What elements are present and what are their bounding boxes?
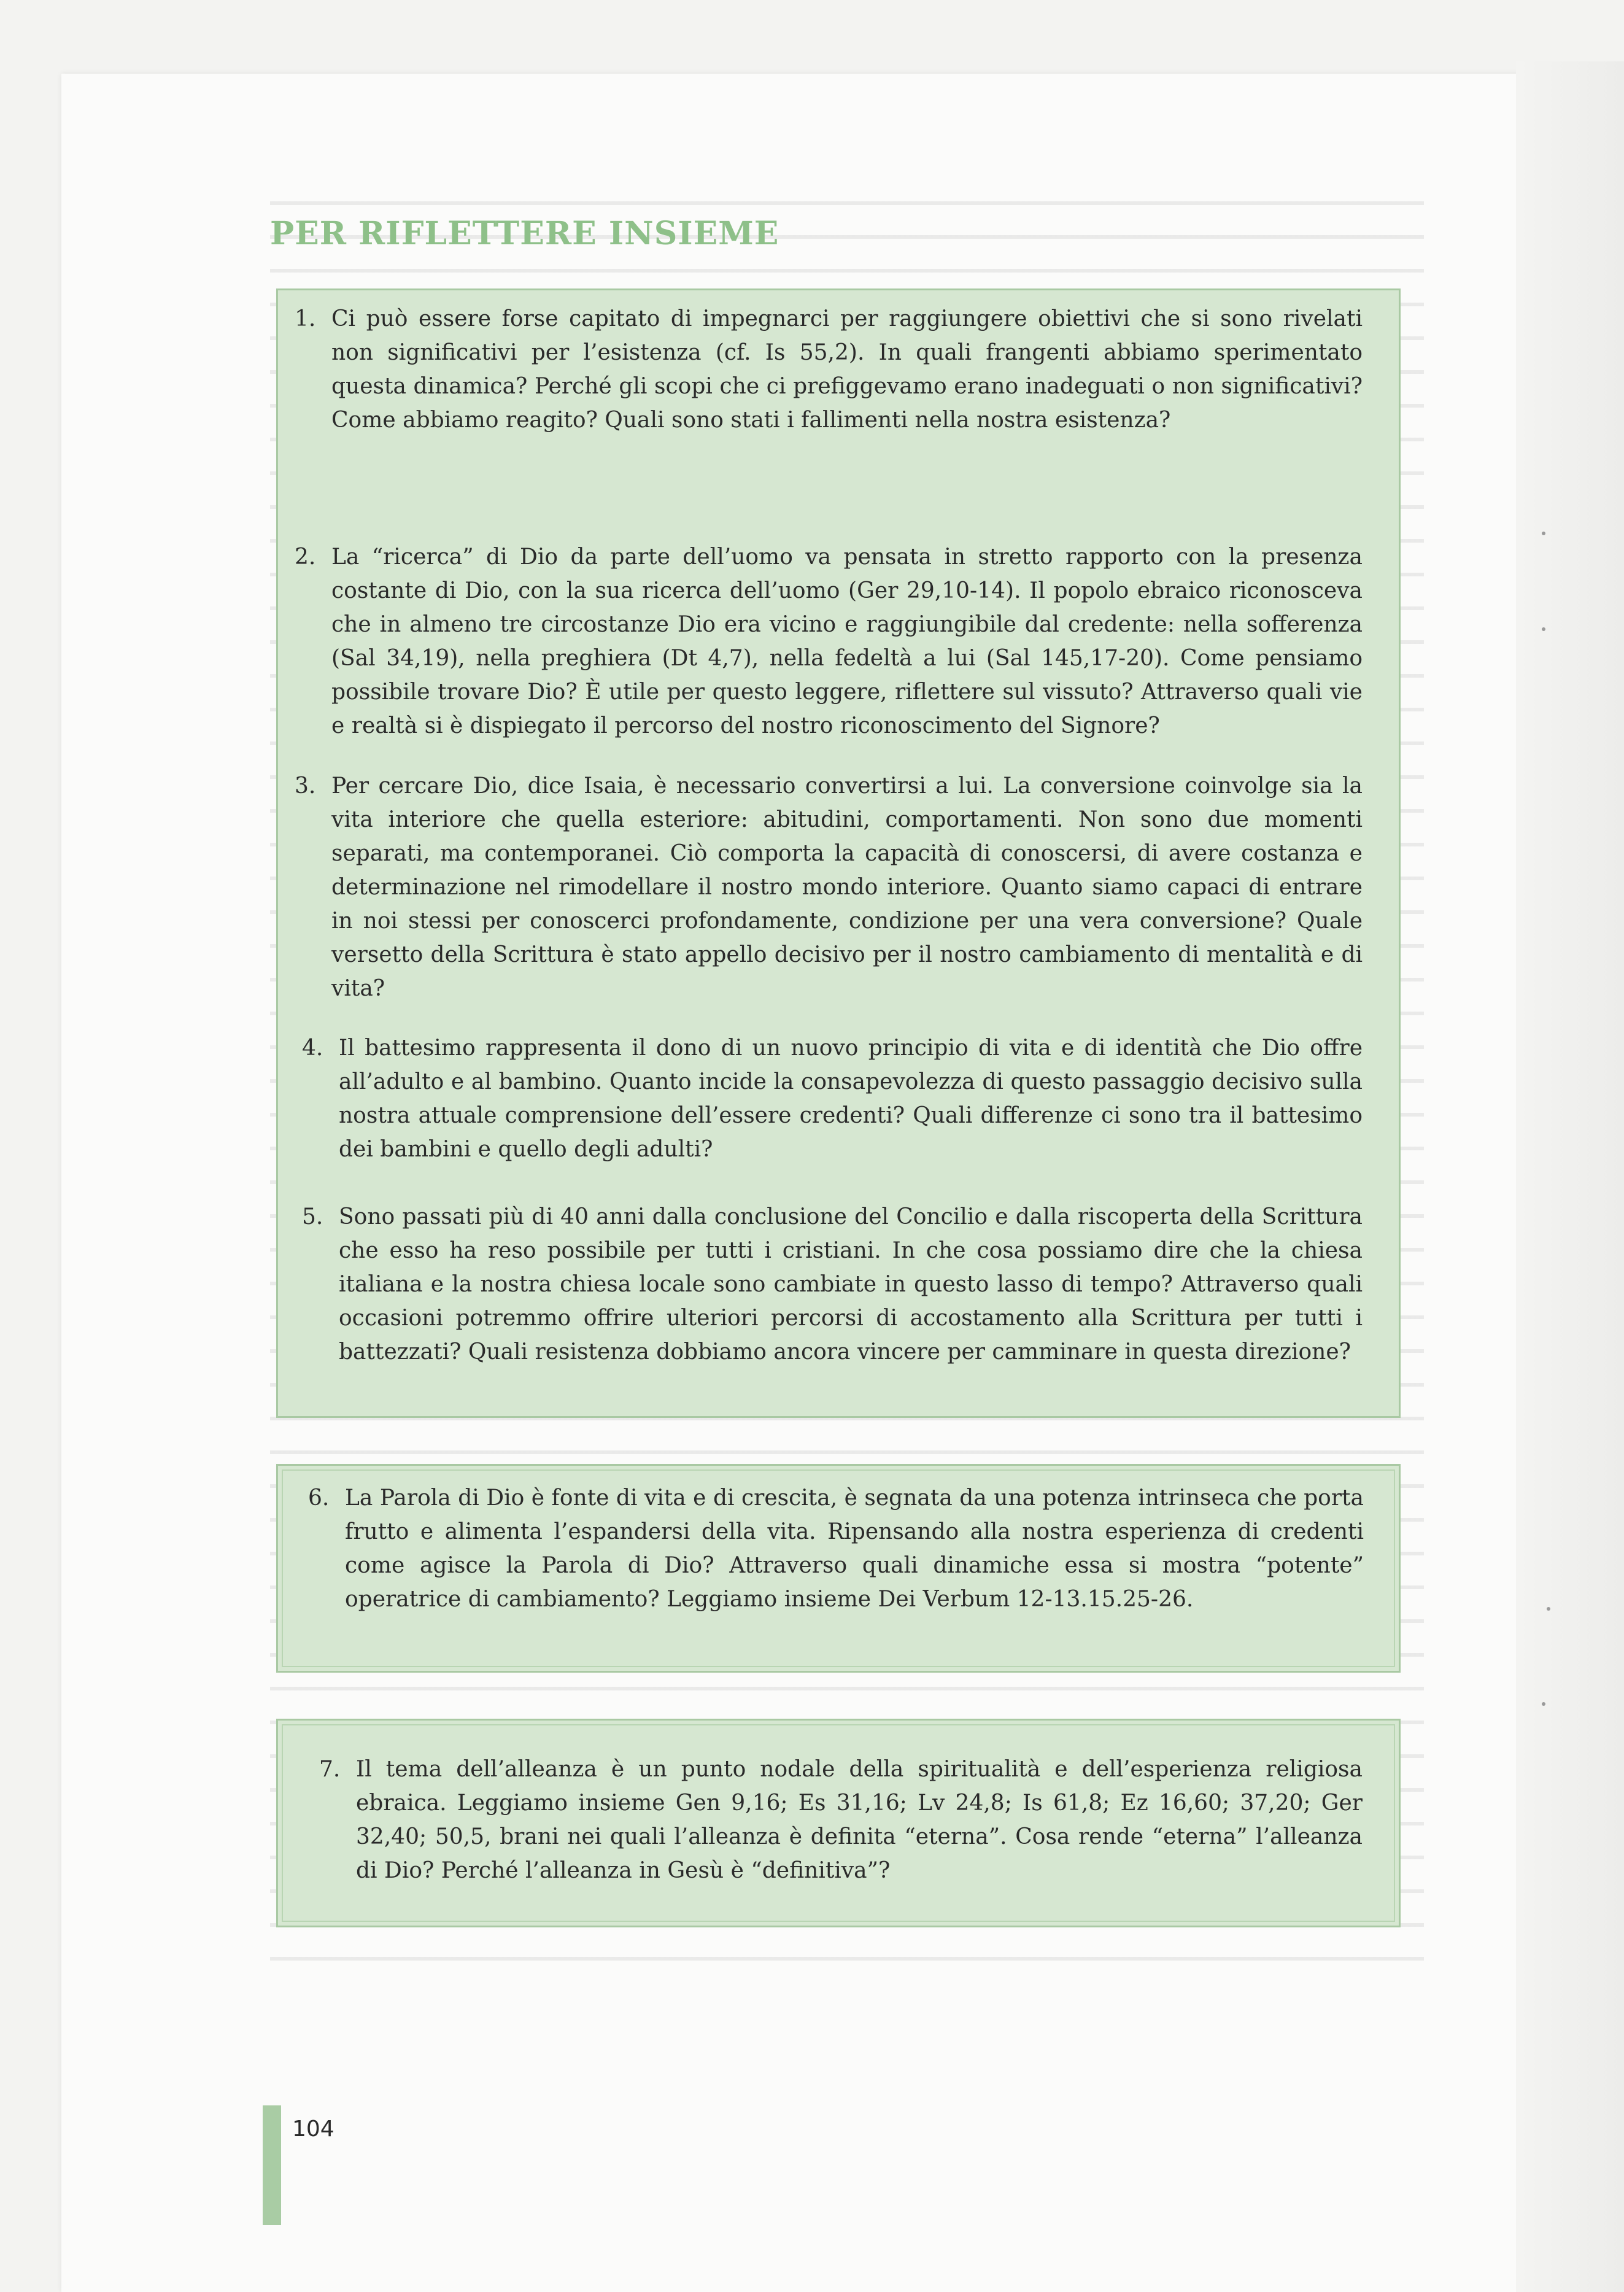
page-edge-shadow [1516, 61, 1624, 2292]
question-number: 6. [308, 1485, 330, 1511]
question-text: La Parola di Dio è fonte di vita e di crescita, è segnata da una potenza intrinseca che porta frutto e alimenta l’espandersi della vita. Ripensando alla nostra esperienza di credenti come agisce la Parola di Dio? Attraverso quali dinamiche essa si mostra “potente” operatrice di cambiamento? Leggiamo insieme Dei Verbum 12-13.15.25-26. [345, 1485, 1364, 1612]
page-number-bar [263, 2105, 281, 2225]
question-item [308, 1481, 1364, 1616]
speck [1542, 627, 1545, 631]
question-number: 1. [295, 306, 316, 331]
question-text: Ci può essere forse capitato di impegnarci per raggiungere obiettivi che si sono rivelati non significativi per l’esistenza (cf. Is 55,2). In quali frangenti abbiamo sperimentato questa dinamica? Perché gli scopi che ci prefiggevamo erano inadeguati o non significativi? Come abbiamo reagito? Quali sono stati i fallimenti nella nostra esistenza? [331, 306, 1363, 433]
question-item [319, 1752, 1363, 1887]
question-text: Il tema dell’alleanza è un punto nodale della spiritualità e dell’esperienza religiosa ebraica. Leggiamo insieme Gen 9,16; Es 31,16; Lv 24,8; Is 61,8; Ez 16,60; 37,20; Ger 32,40; 50,5, brani nei quali l’alleanza è definita “eterna”. Cosa rende “eterna” l’alleanza di Dio? Perché l’alleanza in Gesù è “definitiva”? [356, 1757, 1363, 1883]
question-text: Per cercare Dio, dice Isaia, è necessario convertirsi a lui. La conversione coinvolge sia la vita interiore che quella esteriore: abitudini, comportamenti. Non sono due momenti separati, ma contemporanei. Ciò comporta la capacità di conoscersi, di avere costanza e determinazione nel rimodellare il nostro mondo interiore. Quanto siamo capaci di entrare in noi stessi per conoscerci profondamente, condizione per una vera conversione? Quale versetto della Scrittura è stato appello decisivo per il nostro cambiamento di mentalità e di vita? [331, 773, 1363, 1001]
question-item [295, 540, 1363, 743]
question-text: Il battesimo rappresenta il dono di un nuovo principio di vita e di identità che Dio offre all’adulto e al bambino. Quanto incide la consapevolezza di questo passaggio decisivo sulla nostra attuale comprensione dell’essere credenti? Quali differenze ci sono tra il battesimo dei bambini e quello degli adulti? [339, 1036, 1363, 1162]
question-item [295, 302, 1363, 437]
speck [1542, 532, 1545, 535]
question-text: La “ricerca” di Dio da parte dell’uomo va pensata in stretto rapporto con la presenza costante di Dio, con la sua ricerca dell’uomo (Ger 29,10-14). Il popolo ebraico riconosceva che in almeno tre circostanze Dio era vicino e raggiungibile dal credente: nella sofferenza (Sal 34,19), nella preghiera (Dt 4,7), nella fedeltà a lui (Sal 145,17-20). Come pensiamo possibile trovare Dio? È utile per questo leggere, riflettere sul vissuto? Attraverso quali vie e realtà si è dispiegato il percorso del nostro riconoscimento del Signore? [331, 544, 1363, 738]
question-text: Sono passati più di 40 anni dalla conclusione del Concilio e dalla riscoperta della Scrittura che esso ha reso possibile per tutti i cristiani. In che cosa possiamo dire che la chiesa italiana e la nostra chiesa locale sono cambiate in questo lasso di tempo? Attraverso quali occasioni potremmo offrire ulteriori percorsi di accostamento alla Scrittura per tutti i battezzati? Quali resistenza dobbiamo ancora vincere per camminare in questa direzione? [339, 1204, 1363, 1365]
question-number: 2. [295, 544, 316, 570]
question-number: 7. [319, 1757, 341, 1782]
question-item [295, 769, 1363, 1005]
question-number: 4. [302, 1036, 323, 1061]
page-number: 104 [292, 2116, 334, 2142]
speck [1542, 1702, 1545, 1706]
question-number: 5. [302, 1204, 323, 1229]
question-item [302, 1031, 1363, 1166]
section-heading: PER RIFLETTERE INSIEME [270, 215, 779, 252]
question-number: 3. [295, 773, 316, 799]
question-item [302, 1200, 1363, 1369]
speck [1547, 1607, 1550, 1611]
